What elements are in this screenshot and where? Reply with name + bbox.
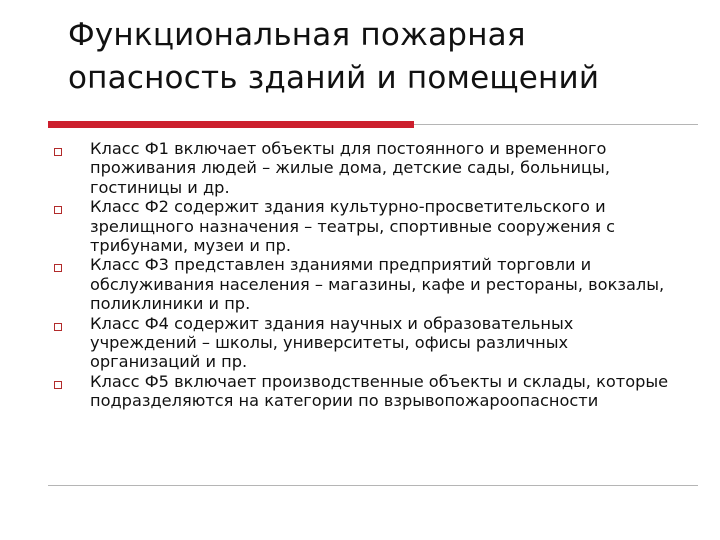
hollow-square-bullet-icon bbox=[54, 323, 62, 331]
hollow-square-bullet-icon bbox=[54, 264, 62, 272]
list-item-text: Класс Ф5 включает производственные объекты и склады, которые подразделяются на категории по взрывопожароопасности bbox=[90, 371, 669, 411]
slide-title bbox=[68, 14, 688, 100]
slide-title-line-1: Функциональная пожарная bbox=[68, 17, 526, 53]
hollow-square-bullet-icon bbox=[54, 148, 62, 156]
list-item-text: Класс Ф4 содержит здания научных и образовательных учреждений – школы, университеты, офисы различных организаций и пр. bbox=[90, 313, 574, 372]
hollow-square-bullet-icon bbox=[54, 206, 62, 214]
list-item-text: Класс Ф2 содержит здания культурно-просветительского и зрелищного назначения – театры, спортивные сооружения с трибунами, музеи и пр. bbox=[90, 197, 616, 256]
hollow-square-bullet-icon bbox=[54, 381, 62, 389]
list-item bbox=[50, 197, 680, 255]
list-item-text: Класс Ф3 представлен зданиями предприятий торговли и обслуживания населения – магазины, кафе и рестораны, вокзалы, поликлиники и пр. bbox=[90, 255, 665, 314]
slide-title-line-2: опасность зданий и помещений bbox=[68, 60, 600, 96]
bottom-divider bbox=[48, 485, 698, 486]
top-divider-accent bbox=[48, 121, 414, 128]
list-item-text: Класс Ф1 включает объекты для постоянного и временного проживания людей – жилые дома, детские сады, больницы, гостиницы и др. bbox=[90, 139, 610, 197]
list-item bbox=[50, 139, 680, 197]
list-item bbox=[50, 314, 680, 372]
list-item bbox=[50, 372, 680, 411]
list-item bbox=[50, 255, 680, 313]
bullet-list bbox=[50, 139, 680, 411]
